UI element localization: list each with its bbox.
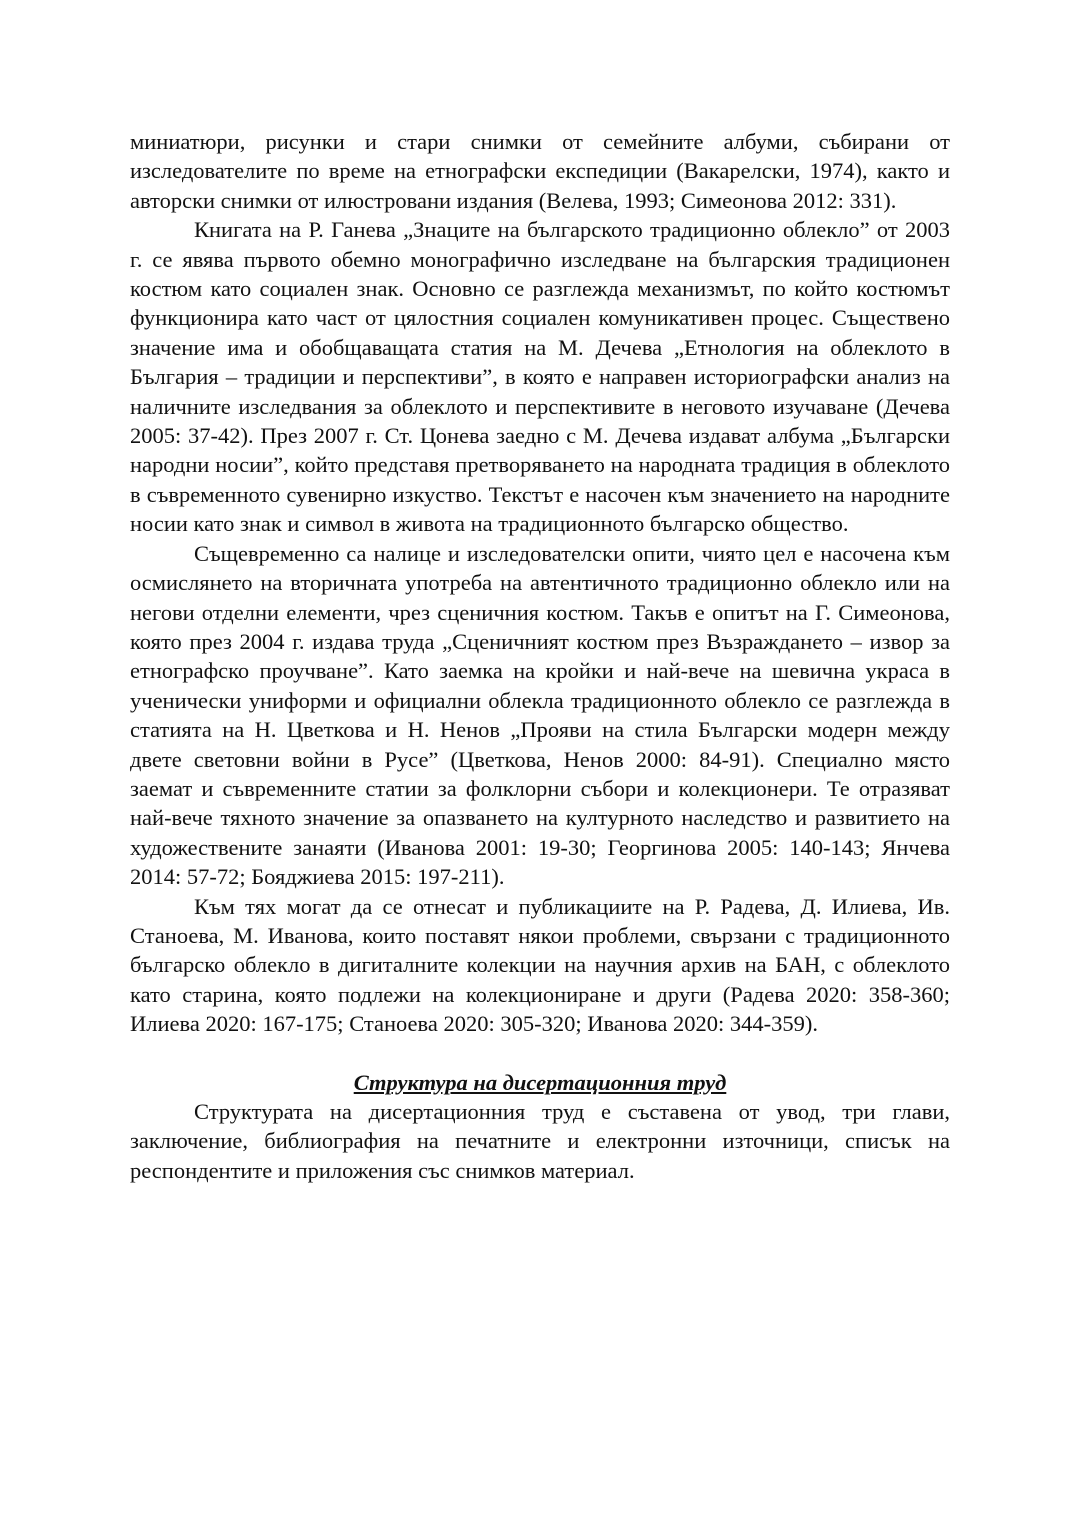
document-page [130,127,950,1185]
body-paragraph-2: Книгата на Р. Ганева „Знаците на българското традиционно облекло” от 2003 г. се явява първото обемно монографично изследване на българския традиционен костюм като социален знак. Основно се разглежда механизмът, по който костюмът функционира като част от цялостния социален комуникативен процес. Съществено значение има и обобщаващата статия на М. Дечева „Етнология на облеклото в България – традиции и перспективи”, в която е направен историографски анализ на наличните изследвания за облеклото и перспективите в неговото изучаване (Дечева 2005: 37-42). През 2007 г. Ст. Цонева заедно с М. Дечева издават албума „Български народни носии”, който представя претворяването на народната традиция в облеклото в съвременното сувенирно изкуство. Текстът е насочен към значението на народните носии като знак и символ в живота на традиционното българско общество. [130,217,950,537]
body-paragraph-3: Същевременно са налице и изследователски опити, чиято цел е насочена към осмислянето на вторичната употреба на автентичното традиционно облекло или на негови отделни елементи, чрез сценичния костюм. Такъв е опитът на Г. Симеонова, която през 2004 г. издава труда „Сценичният костюм през Възраждането – извор за етнографско проучване”. Като заемка на кройки и най-вече на шевична украса в ученически униформи и официални облекла традиционното облекло се разглежда в статията на Н. Цветкова и Н. Ненов „Прояви на стила Български модерн между двете световни войни в Русе” (Цветкова, Ненов 2000: 84-91). Специално място заемат и съвременните статии за фолклорни събори и колекционери. Те отразяват най-вече тяхното значение за опазването на културното наследство и развитието на художествените занаяти (Иванова 2001: 19-30; Георгинова 2005: 140-143; Янчева 2014: 57-72; Бояджиева 2015: 197-211). [130,540,950,890]
section-heading: Структура на дисертационния труд [353,1069,727,1095]
section-paragraph: Структурата на дисертационния труд е съставена от увод, три глави, заключение, библиография на печатните и електронни източници, списък на респондентите и приложения със снимков материал. [130,1099,950,1183]
body-paragraph-1: миниатюри, рисунки и стари снимки от семейните албуми, събирани от изследователите по време на етнографски експедиции (Вакарелски, 1974), както и авторски снимки от илюстровани издания (Велева, 1993; Симеонова 2012: 331). [130,129,950,213]
body-paragraph-4: Към тях могат да се отнесат и публикациите на Р. Радева, Д. Илиева, Ив. Станоева, М. Иванова, които поставят някои проблеми, свързани с традиционното българско облекло в дигиталните колекции на научния архив на БАН, с облеклото като старина, която подлежи на колекциониране и други (Радева 2020: 358-360; Илиева 2020: 167-175; Станоева 2020: 305-320; Иванова 2020: 344-359). [130,893,950,1037]
